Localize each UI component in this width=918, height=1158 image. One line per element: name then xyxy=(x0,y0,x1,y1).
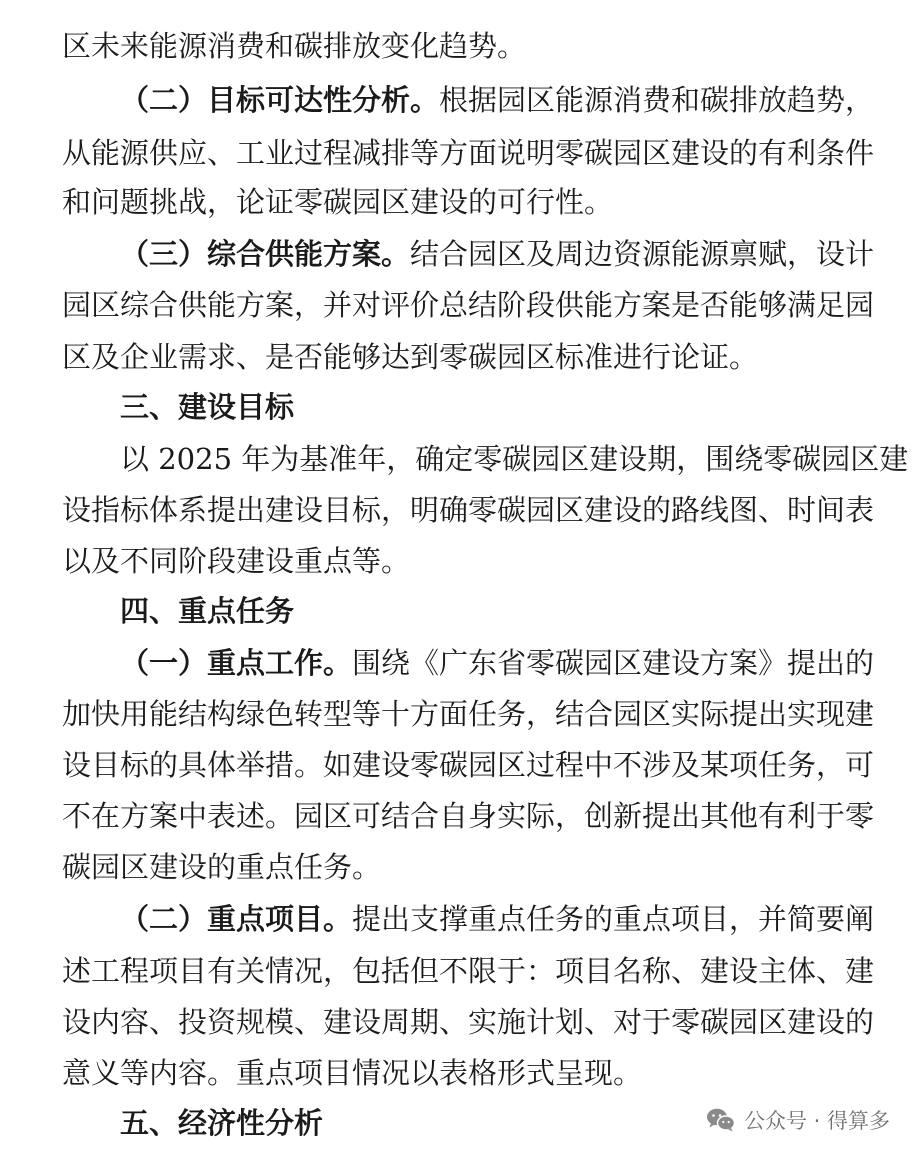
paragraph-line: 和问题挑战，论证零碳园区建设的可行性。 xyxy=(62,185,614,219)
subsection-lead: （二）目标可达性分析。 xyxy=(120,83,440,117)
paragraph-line: 区及企业需求、是否能够达到零碳园区标准进行论证。 xyxy=(62,340,759,374)
paragraph-text: 围绕《广东省零碳园区建设方案》提出的 xyxy=(352,646,875,680)
subsection-lead: （三）综合供能方案。 xyxy=(120,237,411,271)
wechat-watermark xyxy=(706,1102,890,1138)
paragraph-line xyxy=(120,80,875,120)
paragraph-text: 结合园区及周边资源能源禀赋，设计 xyxy=(410,237,875,271)
paragraph-line: 以 2025 年为基准年，确定零碳园区建设期，围绕零碳园区建 xyxy=(120,442,909,476)
paragraph-line: 园区综合供能方案，并对评价总结阶段供能方案是否能够满足园 xyxy=(62,288,875,322)
watermark-text: 公众号 · 得算多 xyxy=(743,1109,890,1133)
paragraph-line: 碳园区建设的重点任务。 xyxy=(62,850,382,884)
paragraph-line: 区未来能源消费和碳排放变化趋势。 xyxy=(62,29,527,63)
subsection-lead: （二）重点项目。 xyxy=(120,902,353,936)
paragraph-line: 加快用能结构绿色转型等十方面任务，结合园区实际提出实现建 xyxy=(62,697,875,731)
paragraph-line: 不在方案中表述。园区可结合自身实际，创新提出其他有利于零 xyxy=(62,799,875,833)
paragraph-line: 设目标的具体举措。如建设零碳园区过程中不涉及某项任务，可 xyxy=(62,748,875,782)
paragraph-line xyxy=(120,234,875,274)
paragraph-line xyxy=(120,899,875,939)
wechat-icon xyxy=(706,1107,736,1133)
paragraph-line: 以及不同阶段建设重点等。 xyxy=(62,544,411,578)
paragraph-line: 述工程项目有关情况，包括但不限于：项目名称、建设主体、建 xyxy=(62,954,875,988)
paragraph-line: 设内容、投资规模、建设周期、实施计划、对于零碳园区建设的 xyxy=(62,1005,875,1039)
paragraph-line: 设指标体系提出建设目标，明确零碳园区建设的路线图、时间表 xyxy=(62,493,875,527)
subsection-lead: （一）重点工作。 xyxy=(120,646,353,680)
section-heading: 三、建设目标 xyxy=(120,390,295,424)
paragraph-line: 意义等内容。重点项目情况以表格形式呈现。 xyxy=(62,1056,643,1090)
paragraph-line xyxy=(120,643,875,683)
paragraph-text: 根据园区能源消费和碳排放趋势， xyxy=(439,83,875,117)
paragraph-text: 提出支撑重点任务的重点项目，并简要阐 xyxy=(352,902,875,936)
paragraph-line: 从能源供应、工业过程减排等方面说明零碳园区建设的有利条件 xyxy=(62,136,875,170)
section-heading: 四、重点任务 xyxy=(120,594,295,628)
section-heading: 五、经济性分析 xyxy=(120,1106,324,1140)
